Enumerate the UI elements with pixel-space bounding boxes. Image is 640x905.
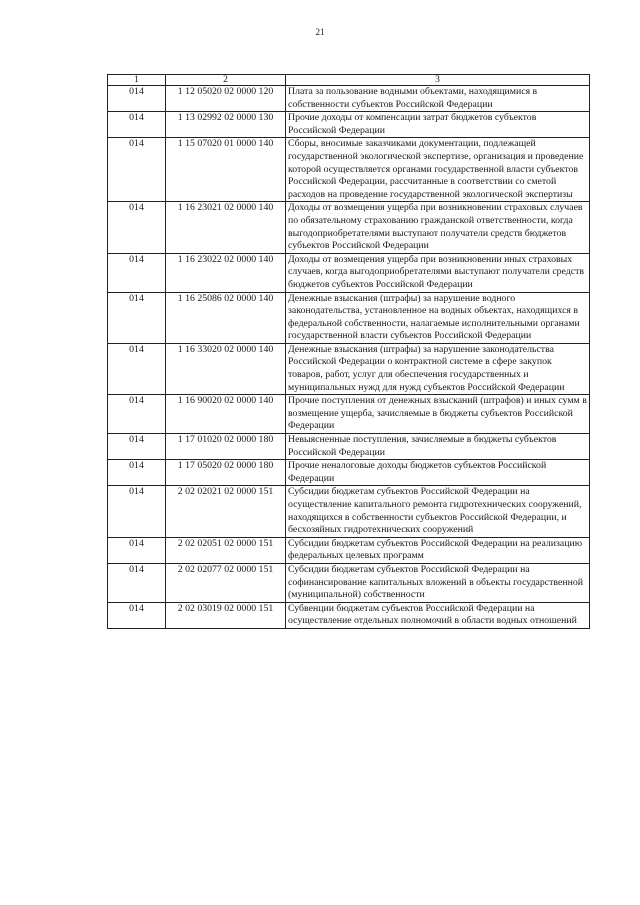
- revenue-code-cell: 1 16 23021 02 0000 140: [166, 202, 286, 253]
- admin-code-cell: 014: [108, 112, 166, 138]
- admin-code-cell: 014: [108, 537, 166, 563]
- revenue-name-cell: Плата за пользование водными объектами, находящимися в собственности субъектов Российской Федерации: [286, 86, 590, 112]
- revenue-name-cell: Субсидии бюджетам субъектов Российской Федерации на осуществление капитального ремонта гидротехнических сооружений, находящихся в собственности субъектов Российской Федерации, и бесхозяйных гидротехнических сооружений: [286, 486, 590, 537]
- revenue-code-cell: 1 16 90020 02 0000 140: [166, 395, 286, 434]
- admin-code-cell: 014: [108, 202, 166, 253]
- revenue-code-cell: 1 16 23022 02 0000 140: [166, 253, 286, 292]
- revenue-name-cell: Доходы от возмещения ущерба при возникновении иных страховых случаев, когда выгодоприобретателями выступают получатели средств бюджетов субъектов Российской Федерации: [286, 253, 590, 292]
- admin-code-cell: 014: [108, 138, 166, 202]
- revenue-code-cell: 1 13 02992 02 0000 130: [166, 112, 286, 138]
- revenue-name-cell: Прочие доходы от компенсации затрат бюджетов субъектов Российской Федерации: [286, 112, 590, 138]
- admin-code-cell: 014: [108, 253, 166, 292]
- revenue-code-cell: 2 02 02021 02 0000 151: [166, 486, 286, 537]
- revenue-code-cell: 2 02 03019 02 0000 151: [166, 602, 286, 628]
- revenue-code-cell: 1 16 25086 02 0000 140: [166, 292, 286, 343]
- revenue-name-cell: Субсидии бюджетам субъектов Российской Федерации на реализацию федеральных целевых программ: [286, 537, 590, 563]
- revenue-code-cell: 1 16 33020 02 0000 140: [166, 343, 286, 394]
- table-row: [108, 253, 590, 292]
- table-row: [108, 292, 590, 343]
- revenue-name-cell: Субвенции бюджетам субъектов Российской Федерации на осуществление отдельных полномочий в области водных отношений: [286, 602, 590, 628]
- admin-code-cell: 014: [108, 292, 166, 343]
- table-row: [108, 202, 590, 253]
- table-header-row: [108, 75, 590, 86]
- table-row: [108, 602, 590, 628]
- table-body: [108, 86, 590, 629]
- revenue-code-cell: 1 17 01020 02 0000 180: [166, 434, 286, 460]
- page-number: 21: [315, 27, 325, 37]
- revenue-name-cell: Денежные взыскания (штрафы) за нарушение законодательства Российской Федерации о контрактной системе в сфере закупок товаров, работ, услуг для обеспечения государственных и муниципальных нужд для нужд субъектов Российской Федерации: [286, 343, 590, 394]
- revenue-name-cell: Сборы, вносимые заказчиками документации, подлежащей государственной экологической экспертизе, организация и проведение которой осуществляется органами государственной власти субъектов Российской Федерации, рассчитанные в соответствии со сметой расходов на проведение государственной экологической экспертизы: [286, 138, 590, 202]
- table-row: [108, 138, 590, 202]
- admin-code-cell: 014: [108, 602, 166, 628]
- admin-code-cell: 014: [108, 563, 166, 602]
- revenue-codes-table: [107, 74, 590, 629]
- revenue-code-cell: 1 15 07020 01 0000 140: [166, 138, 286, 202]
- revenue-name-cell: Денежные взыскания (штрафы) за нарушение водного законодательства, установленное на водных объектах, находящихся в федеральной собственности, налагаемые исполнительными органами государственной власти субъектов Российской Федерации: [286, 292, 590, 343]
- header-col-3: 3: [286, 75, 590, 86]
- table-row: [108, 112, 590, 138]
- table-row: [108, 434, 590, 460]
- table-row: [108, 563, 590, 602]
- admin-code-cell: 014: [108, 460, 166, 486]
- admin-code-cell: 014: [108, 86, 166, 112]
- header-col-2: 2: [166, 75, 286, 86]
- revenue-code-cell: 1 17 05020 02 0000 180: [166, 460, 286, 486]
- revenue-code-cell: 2 02 02051 02 0000 151: [166, 537, 286, 563]
- revenue-code-cell: 1 12 05020 02 0000 120: [166, 86, 286, 112]
- table-row: [108, 537, 590, 563]
- revenue-name-cell: Доходы от возмещения ущерба при возникновении страховых случаев по обязательному страхованию гражданской ответственности, когда выгодоприобретателями выступают получатели средств бюджетов субъектов Российской Федерации: [286, 202, 590, 253]
- revenue-name-cell: Субсидии бюджетам субъектов Российской Федерации на софинансирование капитальных вложений в объекты государственной (муниципальной) собственности: [286, 563, 590, 602]
- admin-code-cell: 014: [108, 486, 166, 537]
- revenue-code-cell: 2 02 02077 02 0000 151: [166, 563, 286, 602]
- table-row: [108, 486, 590, 537]
- header-col-1: 1: [108, 75, 166, 86]
- revenue-name-cell: Прочие неналоговые доходы бюджетов субъектов Российской Федерации: [286, 460, 590, 486]
- table-row: [108, 460, 590, 486]
- admin-code-cell: 014: [108, 434, 166, 460]
- table-row: [108, 343, 590, 394]
- table-row: [108, 395, 590, 434]
- revenue-name-cell: Невыясненные поступления, зачисляемые в бюджеты субъектов Российской Федерации: [286, 434, 590, 460]
- table-row: [108, 86, 590, 112]
- admin-code-cell: 014: [108, 343, 166, 394]
- admin-code-cell: 014: [108, 395, 166, 434]
- revenue-name-cell: Прочие поступления от денежных взысканий (штрафов) и иных сумм в возмещение ущерба, зачисляемые в бюджеты субъектов Российской Федерации: [286, 395, 590, 434]
